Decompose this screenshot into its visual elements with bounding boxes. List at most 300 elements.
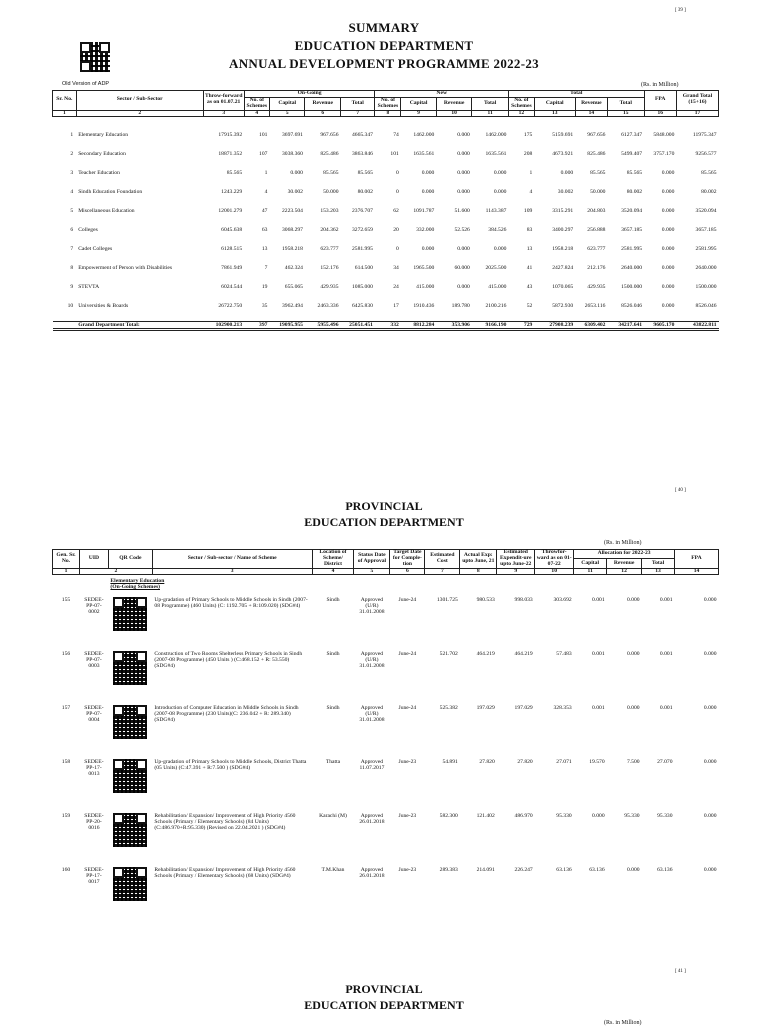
actual-expenditure-cell: [460, 861, 497, 915]
total-value: 34217.641: [607, 322, 644, 330]
scheme-location: Sindh: [326, 705, 340, 712]
table-row: [53, 144, 719, 163]
column-number: 2: [79, 568, 152, 575]
cell-value: 0.000: [661, 245, 675, 252]
cell-value: 6045.638: [221, 226, 243, 233]
scheme-gen-number: 160: [61, 867, 71, 874]
cell-value: 101: [259, 131, 268, 138]
cell-value: 1500.000: [621, 283, 643, 290]
cell-value: 6425.830: [351, 302, 373, 309]
column-number: 15: [607, 110, 644, 117]
scheme-uid-cell: [79, 591, 108, 645]
table-row: [53, 807, 719, 861]
scheme-status: Approved 11.07.2017: [359, 759, 385, 772]
cell-value: 3757.170: [653, 150, 675, 157]
cell-value: 3272.659: [351, 226, 373, 233]
cell-value: 0.000: [661, 226, 675, 233]
cell-value: 41: [526, 264, 533, 271]
department-title: EDUCATION DEPARTMENT: [294, 38, 474, 53]
scheme-gen-number-cell: [53, 861, 80, 915]
scheme-gen-number: 158: [61, 759, 71, 766]
col-capital: Capital: [401, 97, 437, 110]
col-scheme: Sector / Sub-sector / Name of Scheme: [152, 550, 312, 569]
cell-value: 12001.279: [218, 207, 243, 214]
col-uid: UID: [79, 550, 108, 569]
estimated-expenditure-cell: [497, 807, 535, 861]
cell-value: 34: [393, 264, 399, 271]
cell-value: 3038.360: [281, 150, 303, 157]
fpa-value-cell: [675, 753, 719, 807]
col-location: Location of Scheme/ District: [312, 550, 354, 569]
col-revenue: Revenue: [607, 559, 642, 568]
cell-value: 3520.094: [621, 207, 643, 214]
cell-value: 0.000: [457, 131, 470, 138]
column-number: 4: [244, 110, 269, 117]
column-number: 13: [642, 568, 675, 575]
cell-value: 2581.995: [695, 245, 717, 252]
fpa-value: 0.000: [703, 813, 717, 820]
cell-value: 2581.995: [621, 245, 643, 252]
table-row: [53, 163, 719, 182]
col-fpa: FPA: [675, 550, 719, 569]
estimated-expenditure: 998.033: [514, 597, 533, 604]
allocation-revenue: 95.330: [624, 813, 640, 820]
cell-value: 204.362: [320, 226, 339, 233]
sector-name: Universities & Boards: [78, 302, 129, 309]
scheme-uid-cell: [79, 753, 108, 807]
scheme-status-cell: [354, 645, 390, 699]
row-number: 8: [70, 264, 74, 271]
unit-label: (Rs. in Million): [604, 1020, 642, 1026]
target-date: June-24: [398, 705, 417, 712]
scheme-status-cell: [354, 699, 390, 753]
cell-value: 415.000: [416, 283, 435, 290]
cell-value: 5159.691: [552, 131, 574, 138]
cell-value: 62: [393, 207, 399, 214]
allocation-revenue-cell: [607, 753, 642, 807]
estimated-cost-cell: [425, 699, 460, 753]
col-capital: Capital: [534, 97, 575, 110]
cell-value: 85.565: [226, 169, 243, 176]
scheme-name-cell: [152, 753, 312, 807]
cell-value: 3068.297: [281, 226, 303, 233]
allocation-revenue: 0.000: [626, 705, 640, 712]
total-value: 729: [508, 322, 534, 330]
grand-total-row: [53, 322, 719, 330]
estimated-expenditure-cell: [497, 645, 535, 699]
cell-value: 2223.504: [281, 207, 303, 214]
allocation-total: 0.001: [659, 705, 673, 712]
scheme-uid-cell: [79, 861, 108, 915]
column-number: 3: [203, 110, 244, 117]
allocation-revenue: 7.500: [626, 759, 640, 766]
scheme-location-cell: [312, 807, 354, 861]
table-row: [53, 277, 719, 296]
cell-value: 0.000: [457, 150, 470, 157]
allocation-total: 95.330: [657, 813, 673, 820]
cell-value: 204.803: [587, 207, 606, 214]
scheme-uid: SEDEE-PP-07-0002: [84, 597, 104, 616]
scheme-location-cell: [312, 753, 354, 807]
scheme-uid-cell: [79, 807, 108, 861]
allocation-total-cell: [642, 591, 675, 645]
column-number: 11: [472, 110, 509, 117]
department-title: EDUCATION DEPARTMENT: [304, 515, 464, 529]
scheme-uid: SEDEE-PP-20-0016: [84, 813, 104, 832]
allocation-capital: 0.001: [592, 651, 605, 658]
target-date: June-23: [398, 759, 417, 766]
estimated-cost-cell: [425, 645, 460, 699]
col-capital: Capital: [574, 559, 607, 568]
page-number: [ 41 ]: [675, 969, 686, 974]
allocation-revenue-cell: [607, 591, 642, 645]
sector-name: Secondary Education: [78, 150, 126, 157]
cell-value: 50.000: [323, 188, 339, 195]
column-number: 14: [575, 110, 607, 117]
estimated-expenditure: 464.219: [514, 651, 533, 658]
cell-value: 2653.116: [584, 302, 606, 309]
total-value: 5955.496: [305, 322, 341, 330]
cell-value: 3697.691: [281, 131, 303, 138]
scheme-gen-number: 159: [61, 813, 71, 820]
cell-value: 85.565: [590, 169, 606, 176]
table-row: [53, 182, 719, 201]
qr-cell: [108, 861, 152, 915]
fpa-value: 0.000: [703, 651, 717, 658]
scheme-location-cell: [312, 645, 354, 699]
fpa-value: 0.000: [703, 705, 717, 712]
row-number: 7: [70, 245, 74, 252]
cell-value: 0.000: [457, 283, 470, 290]
table-row: [53, 258, 719, 277]
throwforward-cell: [535, 753, 574, 807]
allocation-total: 63.136: [657, 867, 673, 874]
scheme-location: Thatta: [325, 759, 341, 766]
scheme-name: Up-gradation of Primary Schools to Middle Schools in Sindh (2007-08 Programme) (460 Units) (C: 1192.705 + R:109.020) (SDG#4): [154, 597, 308, 610]
scheme-status: Approved (U/R) 31.01.2008: [359, 705, 385, 724]
throwforward: 328.353: [553, 705, 572, 712]
cell-value: 0.000: [290, 169, 303, 176]
allocation-total-cell: [642, 645, 675, 699]
cell-value: 1910.436: [413, 302, 435, 309]
cell-value: 17915.392: [218, 131, 243, 138]
cell-value: 80.002: [626, 188, 643, 195]
col-total: Total: [642, 559, 675, 568]
cell-value: 0.000: [661, 169, 675, 176]
table-row: [53, 699, 719, 753]
cell-value: 825.486: [320, 150, 339, 157]
total-value: 19095.955: [269, 322, 305, 330]
row-number: 6: [70, 226, 74, 233]
target-date: June-24: [398, 651, 417, 658]
cell-value: 0.000: [493, 245, 507, 252]
scheme-name: Construction of Two Rooms Shelterless Primary Schools in Sindh (2007-08 Programme) (450 Units ) (C:468.152 + R: 53.550) (SDG#4): [154, 651, 303, 670]
column-number: 5: [269, 110, 305, 117]
allocation-total-cell: [642, 699, 675, 753]
cell-value: 2581.995: [351, 245, 373, 252]
total-value: 27908.239: [534, 322, 575, 330]
scheme-name-cell: [152, 807, 312, 861]
cell-value: 256.888: [587, 226, 606, 233]
column-number: 5: [354, 568, 390, 575]
cell-value: 1070.065: [552, 283, 574, 290]
estimated-expenditure-cell: [497, 699, 535, 753]
sector-name: Colleges: [78, 226, 98, 233]
row-number: 3: [70, 169, 74, 176]
scheme-gen-number: 156: [61, 651, 71, 658]
col-fpa: FPA: [644, 91, 676, 111]
qr-cell: [108, 645, 152, 699]
col-schemes: No. of Schemes: [244, 97, 269, 110]
fpa-value-cell: [675, 861, 719, 915]
allocation-revenue-cell: [607, 645, 642, 699]
fpa-value: 0.000: [703, 759, 717, 766]
cell-value: 5872.930: [552, 302, 574, 309]
scheme-uid-cell: [79, 699, 108, 753]
estimated-cost: 525.382: [439, 705, 458, 712]
fpa-value: 0.000: [703, 867, 717, 874]
fpa-value-cell: [675, 699, 719, 753]
cell-value: 18871.352: [218, 150, 243, 157]
page-number: [ 39 ]: [675, 8, 686, 13]
scheme-location-cell: [312, 699, 354, 753]
cell-value: 967.656: [320, 131, 339, 138]
cell-value: 11975.347: [692, 131, 717, 138]
scheme-name: Rehabilitation/ Expansion/ Improvement of High Priority 4560 Schools (Primary / Elementary Schools) (68 Units) (SDG#4): [154, 867, 296, 880]
estimated-expenditure-cell: [497, 591, 535, 645]
estimated-expenditure-cell: [497, 861, 535, 915]
column-number: 1: [53, 568, 80, 575]
provincial-table: [52, 549, 719, 915]
cell-value: 109: [523, 207, 533, 214]
cell-value: 63: [261, 226, 268, 233]
cell-value: 0: [395, 188, 399, 195]
scheme-status: Approved (U/R) 31.01.2008: [359, 651, 385, 670]
cell-value: 19: [261, 283, 268, 290]
cell-value: 3520.094: [695, 207, 717, 214]
col-target: Target Date for Comple-tion: [390, 550, 425, 569]
cell-value: 1965.500: [413, 264, 435, 271]
fpa-value-cell: [675, 591, 719, 645]
fpa-value-cell: [675, 807, 719, 861]
total-value: 332: [375, 322, 401, 330]
row-number: 2: [70, 150, 74, 157]
allocation-capital-cell: [574, 699, 607, 753]
throwforward-cell: [535, 591, 574, 645]
cell-value: 26722.750: [218, 302, 243, 309]
target-date-cell: [390, 645, 425, 699]
cell-value: 429.935: [320, 283, 339, 290]
cell-value: 189.780: [451, 302, 470, 309]
qr-cell: [108, 699, 152, 753]
table-row: [53, 753, 719, 807]
total-value: 6309.402: [575, 322, 607, 330]
column-number: 10: [436, 110, 472, 117]
col-schemes: No. of Schemes: [375, 97, 401, 110]
actual-expenditure-cell: [460, 591, 497, 645]
fpa-value-cell: [675, 645, 719, 699]
cell-value: 60.000: [454, 264, 470, 271]
scheme-name-cell: [152, 591, 312, 645]
row-number: 4: [70, 188, 74, 195]
qr-cell: [108, 753, 152, 807]
cell-value: 1462.000: [413, 131, 435, 138]
cell-value: 35: [261, 302, 268, 309]
throwforward: 95.330: [556, 813, 572, 820]
col-est: Estimated Cost: [425, 550, 460, 569]
estimated-cost-cell: [425, 861, 460, 915]
cell-value: 8526.046: [695, 302, 717, 309]
allocation-capital-cell: [574, 807, 607, 861]
column-number: 6: [390, 568, 425, 575]
estimated-cost: 54.891: [442, 759, 458, 766]
cell-value: 83: [526, 226, 533, 233]
cell-value: 5848.000: [653, 131, 675, 138]
cell-value: 6127.347: [621, 131, 643, 138]
column-number: 10: [535, 568, 574, 575]
cell-value: 0.000: [457, 169, 470, 176]
cell-value: 1: [264, 169, 268, 176]
allocation-revenue: 0.000: [626, 651, 640, 658]
actual-expenditure-cell: [460, 807, 497, 861]
cell-value: 0.000: [661, 264, 675, 271]
scheme-uid: SEDEE-PP-17-0017: [84, 867, 104, 886]
cell-value: 2376.707: [351, 207, 373, 214]
estimated-expenditure: 226.247: [514, 867, 533, 874]
estimated-expenditure: 27.820: [517, 759, 533, 766]
qr-cell: [108, 807, 152, 861]
department-title: EDUCATION DEPARTMENT: [304, 998, 464, 1012]
allocation-capital: 63.136: [589, 867, 605, 874]
estimated-cost: 521.702: [439, 651, 458, 658]
scheme-gen-number-cell: [53, 699, 80, 753]
cell-value: 85.565: [357, 169, 373, 176]
cell-value: 623.777: [320, 245, 339, 252]
cell-value: 30.002: [557, 188, 574, 195]
allocation-total: 0.001: [659, 651, 673, 658]
col-revenue: Revenue: [575, 97, 607, 110]
cell-value: 4665.347: [351, 131, 373, 138]
cell-value: 3962.494: [281, 302, 303, 309]
cell-value: 655.065: [284, 283, 303, 290]
column-number-row: [53, 110, 719, 117]
scheme-status: Approved 26.01.2018: [359, 867, 385, 880]
cell-value: 5499.407: [621, 150, 643, 157]
table-row: [53, 645, 719, 699]
col-actual: Actual Exp: upto June, 21: [460, 550, 497, 569]
column-number: 14: [675, 568, 719, 575]
column-number: 3: [152, 568, 312, 575]
column-number: 7: [425, 568, 460, 575]
adp-title: ANNUAL DEVELOPMENT PROGRAMME 2022-23: [229, 56, 539, 71]
cell-value: 1462.000: [485, 131, 507, 138]
cell-value: 3400.297: [552, 226, 574, 233]
provincial-title: PROVINCIAL: [345, 982, 423, 996]
cell-value: 1500.000: [695, 283, 717, 290]
table-row: [53, 201, 719, 220]
scheme-name-cell: [152, 861, 312, 915]
column-number: 16: [644, 110, 676, 117]
cell-value: 7861.949: [221, 264, 243, 271]
cell-value: 175: [523, 131, 533, 138]
old-version-note: Old Version of ADP: [62, 81, 110, 87]
throwforward-cell: [535, 807, 574, 861]
throwforward: 27.071: [556, 759, 572, 766]
scheme-uid: SEDEE-PP-07-0004: [84, 705, 104, 724]
subsection-heading: (On-Going Schemes): [110, 584, 160, 591]
scheme-location-cell: [312, 591, 354, 645]
cell-value: 0.000: [421, 169, 435, 176]
scheme-uid: SEDEE-PP-17-0013: [84, 759, 104, 778]
cell-value: 4673.921: [552, 150, 574, 157]
estimated-expenditure: 486.970: [514, 813, 533, 820]
col-capital: Capital: [269, 97, 305, 110]
summary-title: SUMMARY: [348, 20, 420, 35]
scheme-name: Up-gradation of Primary Schools to Middle Schools, District Thatta (05 Units) (C:47.391 + R:7.500 ) (SDG#4): [154, 759, 307, 772]
target-date-cell: [390, 699, 425, 753]
sector-name: STEVTA: [78, 283, 100, 290]
col-gen: Gen. Sr. No.: [53, 550, 80, 569]
cell-value: 1635.561: [485, 150, 507, 157]
actual-expenditure-cell: [460, 645, 497, 699]
allocation-capital: 19.570: [589, 759, 605, 766]
cell-value: 43: [526, 283, 533, 290]
col-sr: Sr. No.: [53, 91, 77, 111]
scheme-location: Karachi (M): [319, 813, 347, 820]
cell-value: 30.002: [287, 188, 303, 195]
sector-name: Sindh Education Foundation: [78, 188, 143, 195]
actual-expenditure: 980.533: [476, 597, 495, 604]
allocation-capital: 0.000: [592, 813, 605, 820]
cell-value: 85.565: [626, 169, 643, 176]
estimated-cost-cell: [425, 753, 460, 807]
allocation-revenue-cell: [607, 807, 642, 861]
cell-value: 0.000: [493, 169, 507, 176]
cell-value: 2427.824: [552, 264, 574, 271]
cell-value: 1: [529, 169, 533, 176]
actual-expenditure-cell: [460, 753, 497, 807]
allocation-capital-cell: [574, 753, 607, 807]
throwforward-cell: [535, 861, 574, 915]
cell-value: 1143.387: [485, 207, 507, 214]
scheme-status: Approved 26.01.2018: [359, 813, 385, 826]
allocation-total-cell: [642, 861, 675, 915]
sector-name: Cadet Colleges: [78, 245, 113, 252]
table-row: [53, 125, 719, 144]
actual-expenditure: 214.091: [476, 867, 495, 874]
estimated-expenditure-cell: [497, 753, 535, 807]
cell-value: 1091.787: [413, 207, 435, 214]
column-number: 12: [508, 110, 534, 117]
scheme-gen-number: 157: [61, 705, 71, 712]
scheme-uid-cell: [79, 645, 108, 699]
target-date: June-24: [398, 597, 417, 604]
cell-value: 4: [264, 188, 268, 195]
summary-table: [52, 90, 719, 331]
cell-value: 3657.185: [695, 226, 717, 233]
cell-value: 107: [259, 150, 268, 157]
estimated-cost: 1301.725: [436, 597, 458, 604]
allocation-capital: 0.001: [592, 705, 605, 712]
actual-expenditure: 27.820: [479, 759, 495, 766]
cell-value: 52: [526, 302, 533, 309]
table-row: [53, 220, 719, 239]
cell-value: 1085.000: [351, 283, 373, 290]
sector-name: Miscellaneous Education: [78, 207, 135, 214]
allocation-revenue: 0.000: [626, 597, 640, 604]
scheme-gen-number-cell: [53, 807, 80, 861]
allocation-capital: 0.001: [592, 597, 605, 604]
